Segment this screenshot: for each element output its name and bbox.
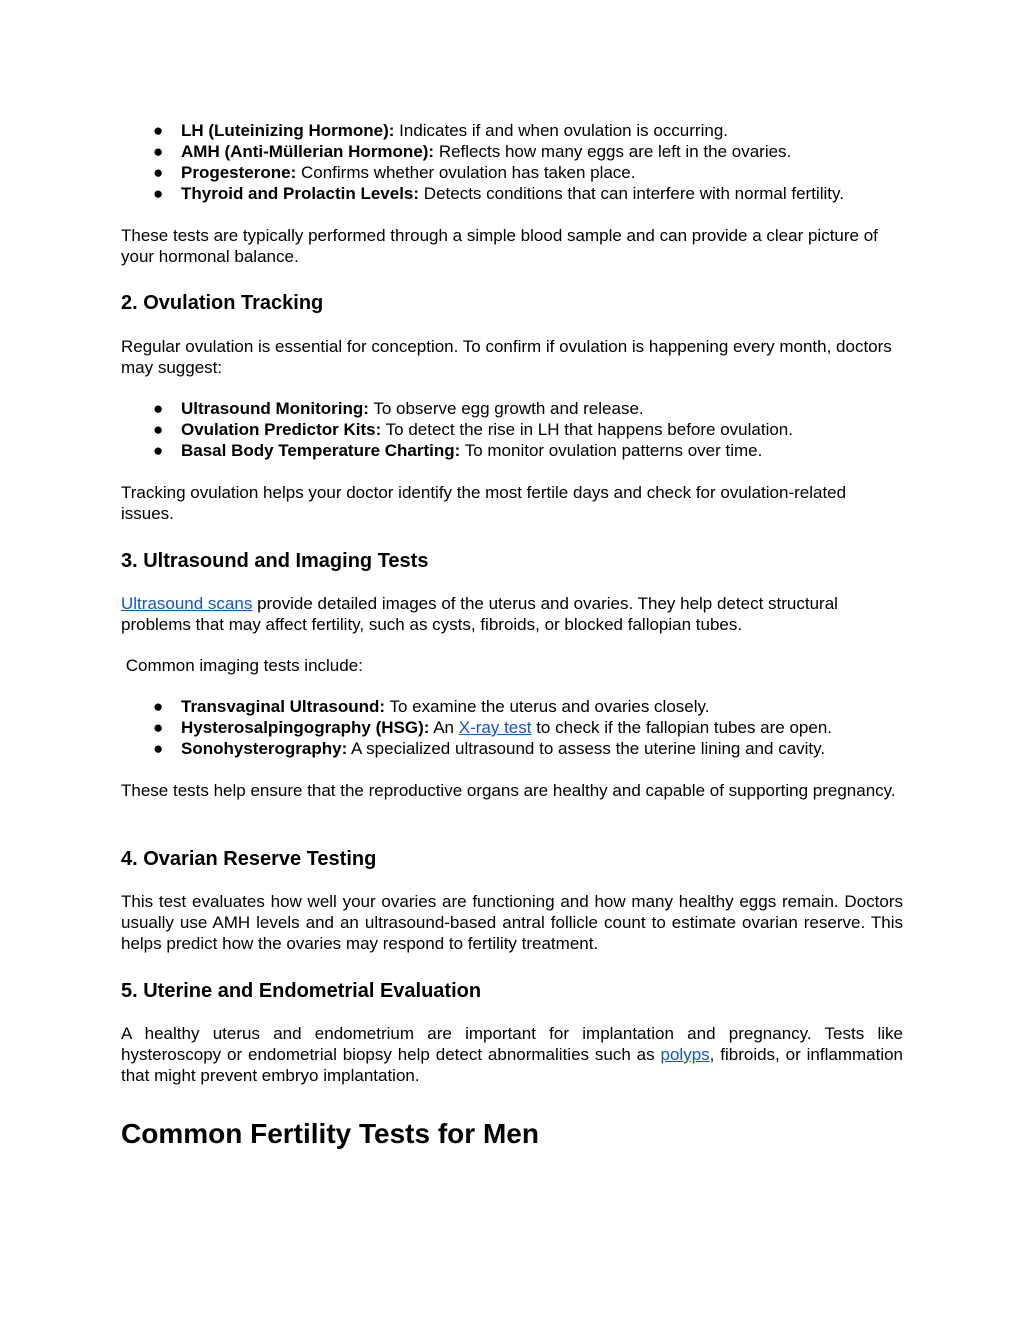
x-ray-test-link[interactable]: X-ray test (458, 718, 532, 737)
ovarian-reserve-body: This test evaluates how well your ovaries are functioning and how many healthy eggs remain. Doctors usually use AMH levels and an ultrasound-based antral follicle count to estimate ovarian reserve. This helps predict how the ovaries may respond to fertility treatment. (121, 892, 903, 953)
item-term: Progesterone: (181, 163, 297, 182)
imaging-list (121, 696, 903, 759)
item-term: Transvaginal Ultrasound: (181, 697, 386, 716)
paragraph-text: provide detailed images of the uterus and ovaries. They help detect structural problems that may affect fertility, such as cysts, fibroids, or blocked fallopian tubes. (121, 594, 838, 634)
list-item (121, 162, 903, 183)
list-item (121, 419, 903, 440)
item-term: Hysterosalpingography (HSG): (181, 718, 430, 737)
item-term: Ultrasound Monitoring: (181, 399, 369, 418)
bullet-icon: ● (153, 121, 164, 140)
ovulation-list (121, 398, 903, 461)
imaging-common-label: Common imaging tests include: (121, 656, 363, 675)
item-term: Sonohysterography: (181, 739, 348, 758)
bullet-icon: ● (153, 184, 164, 203)
item-term: LH (Luteinizing Hormone): (181, 121, 395, 140)
item-text: A specialized ultrasound to assess the uterine lining and cavity. (347, 739, 826, 758)
ultrasound-scans-link[interactable]: Ultrasound scans (121, 594, 253, 613)
item-text: To monitor ovulation patterns over time. (460, 441, 763, 460)
item-term: Basal Body Temperature Charting: (181, 441, 461, 460)
list-item (121, 738, 903, 759)
bullet-icon: ● (153, 420, 164, 439)
item-text: To observe egg growth and release. (368, 399, 644, 418)
men-tests-heading: Common Fertility Tests for Men (121, 1118, 539, 1149)
item-text: Reflects how many eggs are left in the ovaries. (434, 142, 792, 161)
list-item (121, 141, 903, 162)
bullet-icon: ● (153, 739, 164, 758)
ovulation-outro: Tracking ovulation helps your doctor identify the most fertile days and check for ovulation-related issues. (121, 483, 847, 523)
polyps-link[interactable]: polyps (660, 1045, 710, 1064)
item-text: To detect the rise in LH that happens before ovulation. (381, 420, 793, 439)
ovulation-intro: Regular ovulation is essential for conception. To confirm if ovulation is happening every month, doctors may suggest: (121, 337, 892, 377)
item-text: Detects conditions that can interfere with normal fertility. (419, 184, 844, 203)
bullet-icon: ● (153, 142, 164, 161)
bullet-icon: ● (153, 163, 164, 182)
imaging-intro (121, 593, 903, 635)
list-item (121, 717, 903, 738)
item-text: Confirms whether ovulation has taken place. (296, 163, 636, 182)
item-text: Indicates if and when ovulation is occurring. (394, 121, 728, 140)
list-item (121, 183, 903, 204)
list-item (121, 440, 903, 461)
item-text: To examine the uterus and ovaries closely. (385, 697, 710, 716)
bullet-icon: ● (153, 399, 164, 418)
section-heading-ovarian-reserve: 4. Ovarian Reserve Testing (121, 848, 377, 870)
uterine-body (121, 1023, 903, 1086)
hormone-paragraph: These tests are typically performed through a simple blood sample and can provide a clear picture of your hormonal balance. (121, 226, 878, 266)
bullet-icon: ● (153, 441, 164, 460)
imaging-outro: These tests help ensure that the reproductive organs are healthy and capable of supporting pregnancy. (121, 781, 896, 800)
list-item (121, 696, 903, 717)
section-heading-uterine: 5. Uterine and Endometrial Evaluation (121, 980, 482, 1002)
section-heading-ovulation: 2. Ovulation Tracking (121, 292, 324, 314)
paragraph-text: , fibroids, or inflammation that might prevent embryo implantation. (121, 1045, 904, 1085)
hormone-test-list (121, 120, 903, 204)
item-term: Thyroid and Prolactin Levels: (181, 184, 420, 203)
bullet-icon: ● (153, 697, 164, 716)
item-term: AMH (Anti-Müllerian Hormone): (181, 142, 435, 161)
section-heading-imaging: 3. Ultrasound and Imaging Tests (121, 550, 429, 572)
list-item (121, 120, 903, 141)
item-term: Ovulation Predictor Kits: (181, 420, 382, 439)
list-item (121, 398, 903, 419)
item-text: An (429, 718, 459, 737)
bullet-icon: ● (153, 718, 164, 737)
paragraph-text: A healthy uterus and endometrium are important for implantation and pregnancy. Tests like hysteroscopy or endometrial biopsy help detect abnormalities such as (121, 1024, 903, 1064)
item-text: to check if the fallopian tubes are open. (531, 718, 833, 737)
